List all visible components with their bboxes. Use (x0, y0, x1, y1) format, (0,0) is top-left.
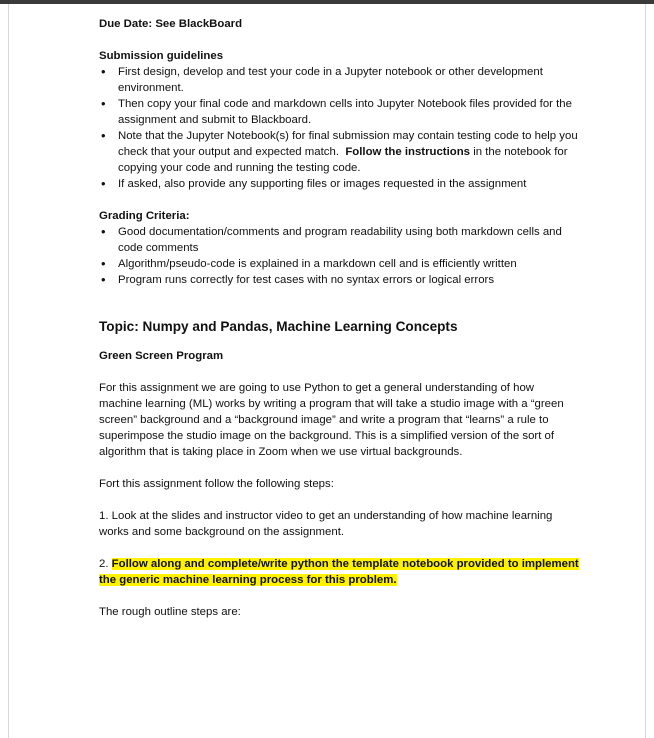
step-1: 1. Look at the slides and instructor video to get an understanding of how machine learning works and some background on the assignment. (99, 510, 553, 538)
topic-heading: Topic: Numpy and Pandas, Machine Learning Concepts (99, 319, 458, 334)
submission-item-2: • Then copy your final code and markdown cells into Jupyter Notebook files provided for the assignment and submit to Blackboard. (99, 96, 579, 128)
submission-item-3-text: Note that the Jupyter Notebook(s) for final submission may contain testing code to help you check that your output and expected match. (118, 130, 578, 158)
submission-item-3-emphasis: Follow the instructions (345, 146, 471, 158)
grading-item-3: • Program runs correctly for test cases with no syntax errors or logical errors (99, 272, 579, 288)
step-2-highlight: Follow along and complete/write python the template notebook provided to implement the generic machine learning process for this problem. (99, 558, 579, 586)
grading-item-2: • Algorithm/pseudo-code is explained in a markdown cell and is efficiently written (99, 256, 579, 272)
step-2 (99, 556, 579, 588)
grading-item-1: • Good documentation/comments and program readability using both markdown cells and code comments (99, 224, 579, 256)
grading-heading: Grading Criteria: (99, 210, 190, 222)
program-title: Green Screen Program (99, 350, 224, 362)
submission-heading: Submission guidelines (99, 50, 224, 62)
submission-item-3-tail: in the notebook for copying your code and running the testing code. (118, 146, 568, 174)
submission-item-1: • First design, develop and test your code in a Jupyter notebook or other development environment. (99, 64, 579, 96)
grading-list (99, 224, 579, 288)
outline-intro: The rough outline steps are: (99, 606, 241, 618)
document-page (8, 4, 646, 738)
submission-item-4: • If asked, also provide any supporting files or images requested in the assignment (99, 176, 579, 192)
submission-item-3 (99, 128, 579, 176)
document-content (99, 16, 579, 620)
intro-paragraph: For this assignment we are going to use Python to get a general understanding of how machine learning (ML) works by writing a program that will take a studio image with a “green screen” background and a “background image” and write a program that “learns” a rule to superimpose the studio image on the background. This is a simplified version of the sort of algorithm that is taking place in Zoom when we use virtual backgrounds. (99, 382, 564, 458)
steps-intro: Fort this assignment follow the following steps: (99, 478, 334, 490)
due-date: Due Date: See BlackBoard (99, 18, 243, 30)
step-2-number: 2. (99, 558, 109, 570)
submission-list (99, 64, 579, 192)
